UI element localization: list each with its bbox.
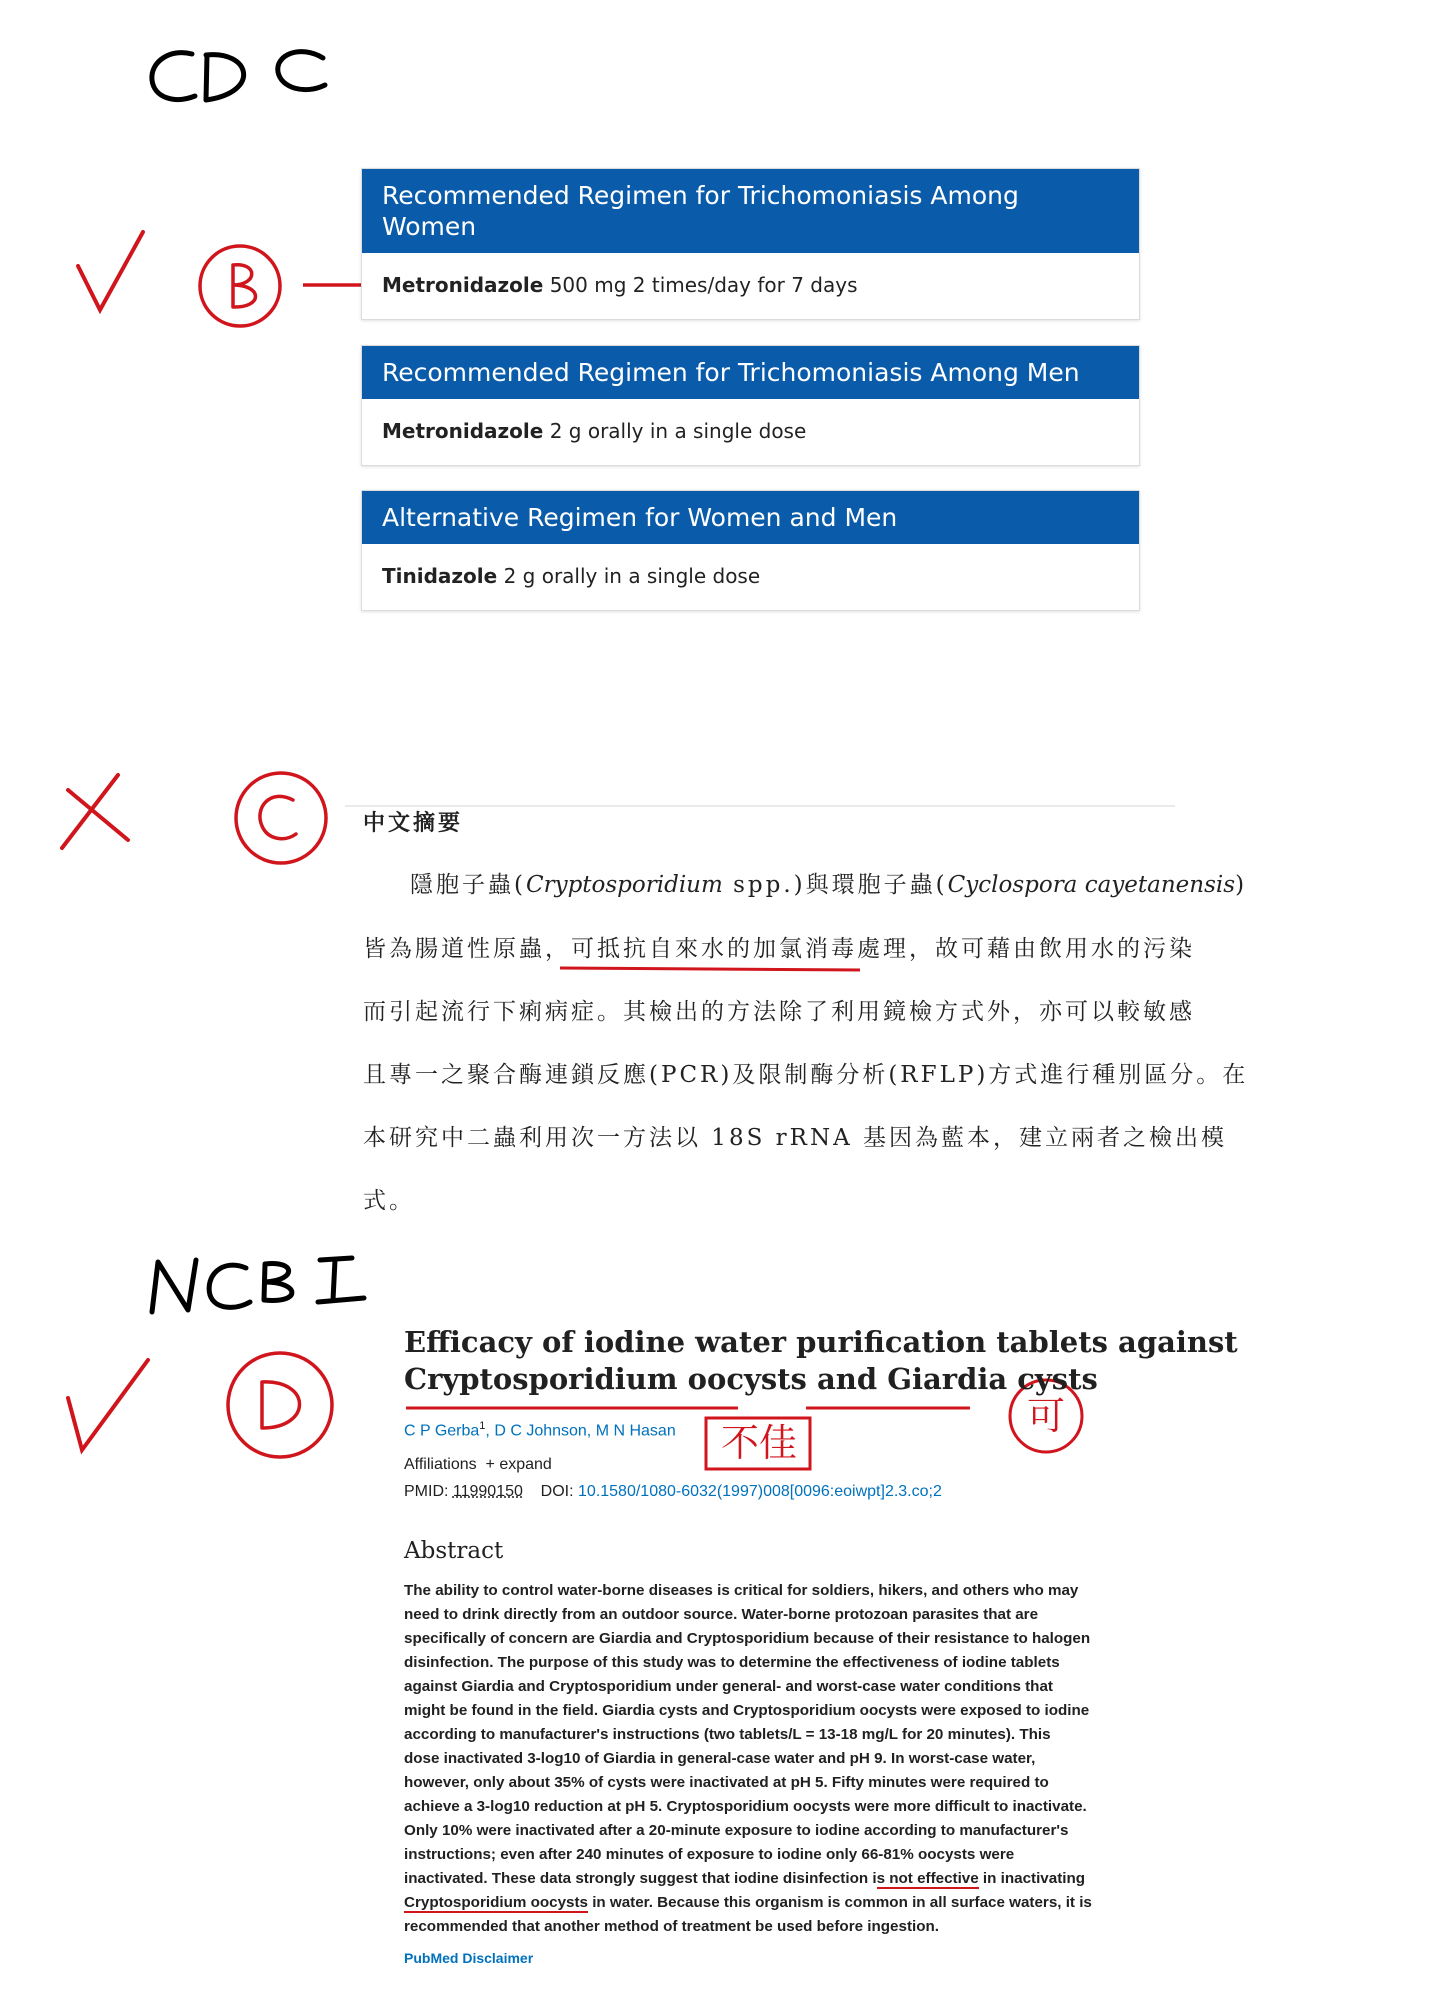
- regimen-title: Alternative Regimen for Women and Men: [362, 491, 1139, 544]
- check-mark-d: [68, 1360, 148, 1450]
- ncbi-handwriting: [152, 1258, 364, 1312]
- drug-dose: 2 g orally in a single dose: [497, 564, 761, 588]
- option-c-circle: [236, 773, 326, 863]
- paper-title: Efficacy of iodine water purification tablets against Cryptosporidium oocysts and Giardia cysts: [404, 1325, 1238, 1396]
- zh-line-4: 且專一之聚合酶連鎖反應(PCR)及限制酶分析(RFLP)方式進行種別區分。在: [363, 1062, 1249, 1088]
- author-links[interactable]: , D C Johnson, M N Hasan: [485, 1422, 676, 1440]
- drug-dose: 2 g orally in a single dose: [543, 419, 807, 443]
- check-mark-b: [78, 232, 143, 310]
- note-poor: 不佳: [720, 1421, 797, 1465]
- drug-dose: 500 mg 2 times/day for 7 days: [543, 273, 858, 297]
- abstract-heading: Abstract: [404, 1538, 504, 1564]
- drug-name: Metronidazole: [382, 273, 544, 297]
- regimen-box-men: [361, 345, 1140, 466]
- zh-line-1: 隱胞子蟲(Cryptosporidium spp.)與環胞子蟲(Cyclospora cayetanensis): [410, 872, 1248, 898]
- option-b-circle: [200, 246, 370, 326]
- underline-chlorine: [560, 968, 860, 970]
- regimen-title: Recommended Regimen for Trichomoniasis Among Men: [362, 346, 1139, 399]
- pubmed-disclaimer-link[interactable]: PubMed Disclaimer: [404, 1950, 534, 1966]
- expand-toggle[interactable]: + expand: [485, 1456, 552, 1473]
- zh-line-3: 而引起流行下痢病症。其檢出的方法除了利用鏡檢方式外，亦可以較敏感: [363, 999, 1195, 1025]
- affiliations-row: Affiliations + expand: [404, 1456, 552, 1473]
- author-list: C P Gerba$^1$, D C Johnson, M N Hasan: [404, 1420, 676, 1440]
- pmid-link[interactable]: 11990150: [452, 1483, 523, 1500]
- id-row: PMID: 11990150 DOI: 10.1580/1080-6032(1997)008[0096:eoiwpt]2.3.co;2: [404, 1483, 942, 1500]
- cdc-handwriting: [152, 52, 325, 100]
- zh-line-5: 本研究中二蟲利用次一方法以 18S rRNA 基因為藍本，建立兩者之檢出模: [363, 1125, 1228, 1151]
- abstract-body: The ability to control water-borne diseases is critical for soldiers, hikers, and others who may need to drink directly from an outdoor source. Water-borne protozoan parasites that are specifically of concern are Giardia and Cryptosporidium because of their resistance to halogen disinfection. The purpose of this study was to determine the effectiveness of iodine tablets against Giardia and Cryptosporidium under general- and worst-case water conditions that might be found in the field. Giardia cysts and Cryptosporidium oocysts were exposed to iodine according to manufacturer's instructions (two tablets/L = 13-18 mg/L for 20 minutes). This dose inactivated 3-log10 of Giardia in general-case water and pH 9. In worst-case water, however, only about 35% of cysts were inactivated at pH 5. Fifty minutes were required to achieve a 3-log10 reduction at pH 5. Cryptosporidium oocysts were more difficult to inactivate. Only 10% were inactivated after a 20-minute exposure to iodine according to manufacturer's instructions; even after 240 minutes of exposure to iodine only 66-81% oocysts were inactivated. These data strongly suggest that iodine disinfection is not effective in inactivating Cryptosporidium oocysts in water. Because this organism is common in all surface waters, it is recommended that another method of treatment be used before ingestion.: [404, 1582, 1092, 1935]
- cross-mark-c: [62, 775, 128, 848]
- doi-link[interactable]: 10.1580/1080-6032(1997)008[0096:eoiwpt]2.3.co;2: [578, 1483, 942, 1500]
- annotation-text: [0, 0, 1, 1]
- regimen-body: [362, 544, 1139, 610]
- regimen-box-alternative: [361, 490, 1140, 611]
- drug-name: Metronidazole: [382, 419, 544, 443]
- option-d-circle: [228, 1353, 332, 1457]
- regimen-body: [362, 399, 1139, 465]
- author-link[interactable]: C P Gerba: [404, 1422, 480, 1440]
- cdc-label: [0, 0, 1, 1]
- zh-line-2: 皆為腸道性原蟲，可抵抗自來水的加氯消毒處理，故可藉由飲用水的污染: [363, 936, 1195, 962]
- underline-not-effective: s not effective: [876, 1870, 979, 1887]
- zh-line-6: 式。: [363, 1188, 415, 1214]
- drug-name: Tinidazole: [382, 564, 498, 588]
- regimen-title: Recommended Regimen for Trichomoniasis Among Women: [362, 169, 1139, 253]
- underline-crypto-abstract: Cryptosporidium oocysts: [404, 1894, 588, 1911]
- regimen-box-women: [361, 168, 1140, 320]
- zh-abstract-heading: 中文摘要: [363, 810, 464, 836]
- note-ok: 可: [1026, 1394, 1065, 1438]
- regimen-body: [362, 253, 1139, 319]
